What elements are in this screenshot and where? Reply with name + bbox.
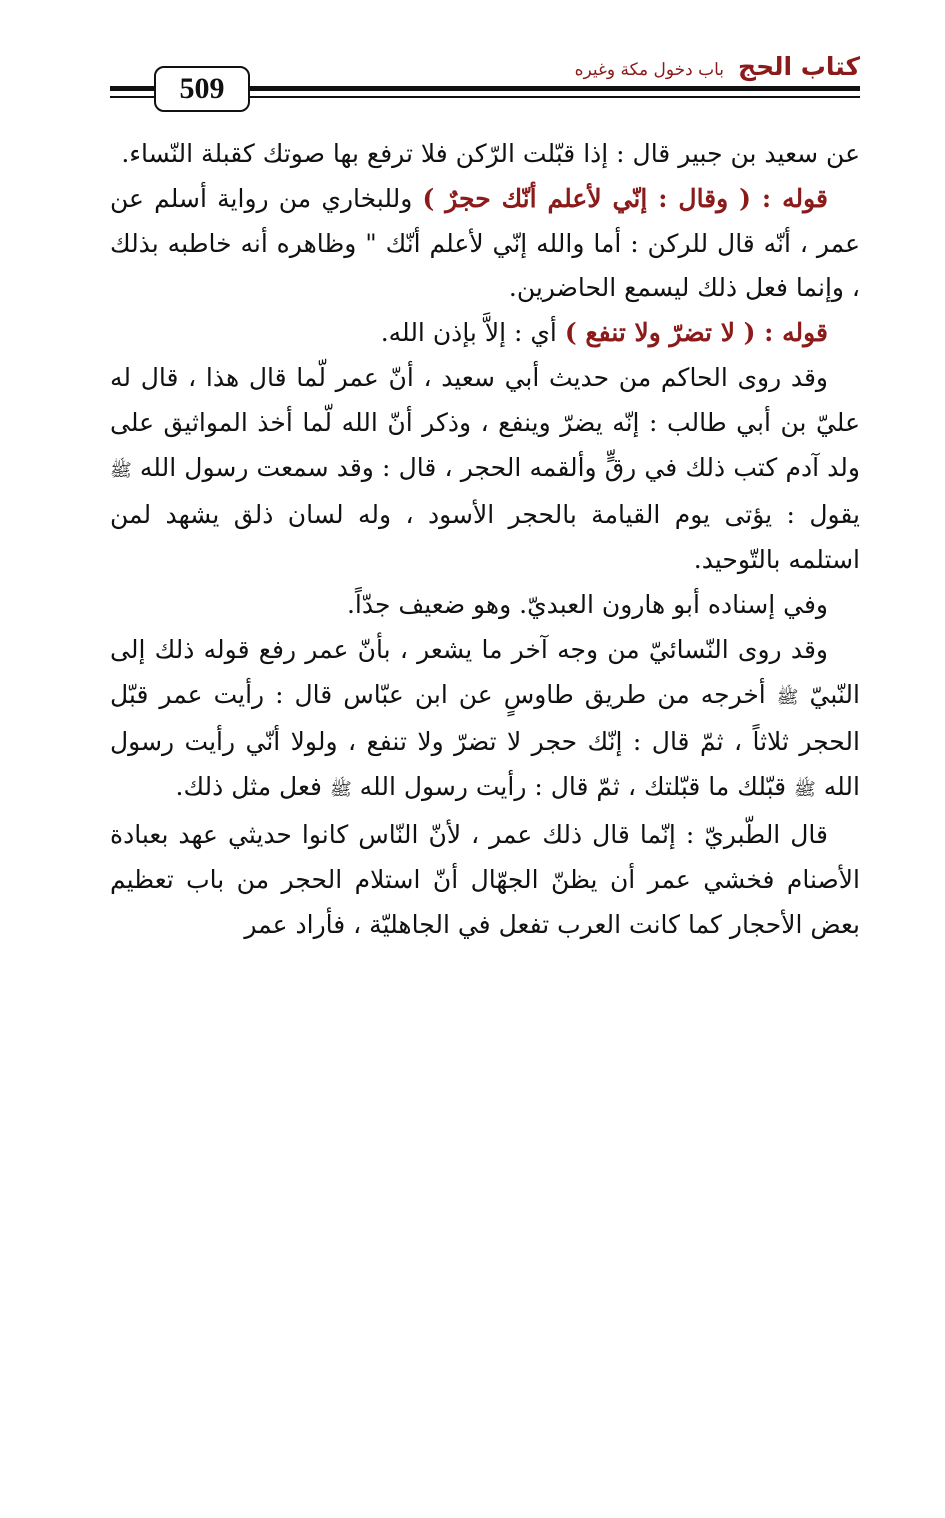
header-titles — [575, 52, 860, 86]
salawat-symbol: ﷺ — [110, 459, 132, 481]
paragraph-1 — [110, 132, 860, 177]
paragraph-text: قبّلك ما قبّلتك ، ثمّ قال : رأيت رسول الله — [351, 772, 795, 802]
paragraph-text: وللبخاري من رواية أسلم عن عمر ، أنّه قال للركن : أما والله إنّي لأعلم أنّك " وظاهره أنه خاطبه بذلك ، وإنما فعل ذلك ليسمع الحاضرين. — [110, 183, 860, 303]
chapter-title: باب دخول مكة وغيره — [574, 60, 725, 80]
page-body — [110, 132, 860, 947]
paragraph-text: أي : إلاَّ بإذن الله. — [380, 318, 565, 348]
paragraph-5 — [110, 583, 860, 628]
paragraph-text: يقول : يؤتى يوم القيامة بالحجر الأسود ، وله لسان ذلق يشهد لمن استلمه بالتّوحيد. — [110, 500, 860, 575]
quote-label: قوله : ( لا تضرّ ولا تنفع ) — [564, 318, 828, 348]
book-title: كتاب الحج — [738, 52, 860, 81]
salawat-symbol: ﷺ — [329, 779, 352, 801]
paragraph-7 — [110, 813, 860, 947]
paragraph-text: عن سعيد بن جبير قال : إذا قبّلت الرّكن فلا ترفع بها صوتك كقبلة النّساء. — [121, 139, 860, 168]
paragraph-text: وفي إسناده أبو هارون العبديّ. وهو ضعيف جدّاً. — [346, 589, 828, 619]
paragraph-4 — [110, 356, 860, 583]
page-header — [110, 52, 860, 112]
paragraph-text: فعل مثل ذلك. — [175, 772, 330, 802]
paragraph-2 — [110, 177, 860, 311]
quote-label: قوله : ( وقال : إنّي لأعلم أنّك حجرٌ ) — [422, 183, 828, 213]
paragraph-text: وقد روى الحاكم من حديث أبي سعيد ، أنّ عمر لّما قال هذا ، قال له عليّ بن أبي طالب : إنّه يضرّ وينفع ، وذكر أنّ الله لّما أخذ المواثيق على ولد آدم كتب ذلك في رقٍّ وألقمه الحجر ، قال : وقد سمعت رسول الله — [110, 362, 860, 482]
page-number: 509 — [154, 66, 250, 112]
paragraph-text: وقد روى النّسائيّ من وجه آخر ما يشعر ، بأنّ عمر رفع قوله ذلك إلى النّبيّ — [110, 634, 860, 709]
salawat-symbol: ﷺ — [776, 686, 799, 708]
paragraph-text: قال الطّبريّ : إنّما قال ذلك عمر ، لأنّ النّاس كانوا حديثي عهد بعبادة الأصنام فخشي عمر أن يظنّ الجهّال أنّ استلام الحجر من باب تعظيم بعض الأحجار كما كانت العرب تفعل في الجاهليّة ، فأراد عمر — [110, 819, 860, 939]
salawat-symbol: ﷺ — [794, 779, 816, 801]
paragraph-6 — [110, 628, 860, 813]
paragraph-3 — [110, 311, 860, 356]
paragraph-text: أخرجه من طريق طاوسٍ عن ابن عبّاس قال : رأيت عمر قبّل الحجر ثلاثاً ، ثمّ قال : إنّك حجر لا تضرّ ولا تنفع ، ولولا أنّي رأيت رسول الله — [110, 679, 860, 802]
